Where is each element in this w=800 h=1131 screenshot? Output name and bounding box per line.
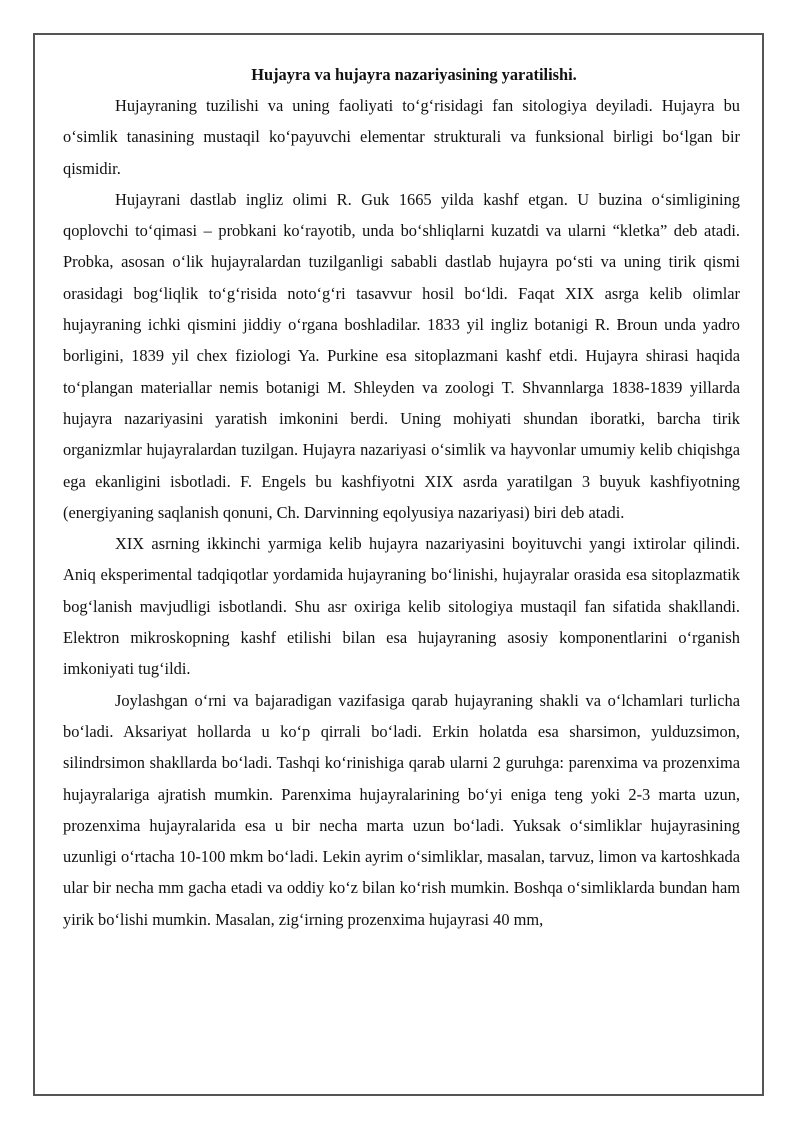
paragraph-history: Hujayrani dastlab ingliz olimi R. Guk 1665 yilda kashf etgan. U buzina o‘simligining qoplovchi to‘qimasi – probkani ko‘rayotib, unda bo‘shliqlarni kuzatdi va ularni “kletka” deb atadi. Probka, asosan o‘lik hujayralardan tuzilganligi sababli dastlab hujayra po‘sti va uning tirik qismi orasidagi bog‘liqlik to‘g‘risida noto‘g‘ri tasavvur hosil bo‘ldi. Faqat XIX asrga kelib olimlar hujayraning ichki qismini jiddiy o‘rgana boshladilar. 1833 yil ingliz botanigi R. Broun unda yadro borligini, 1839 yil chex fiziologi Ya. Purkine esa sitoplazmani kashf etdi. Hujayra shirasi haqida to‘plangan materiallar nemis botanigi M. Shleyden va zoologi T. Shvannlarga 1838-1839 yillarda hujayra nazariyasini yaratish imkonini berdi. Uning mohiyati shundan iboratki, barcha tirik organizmlar hujayralardan tuzilgan. Hujayra nazariyasi o‘simlik va hayvonlar umumiy kelib chiqishga ega ekanligini isbotladi. F. Engels bu kashfiyotni XIX asrda yaratilgan 3 buyuk kashfiyotning (energiyaning saqlanish qonuni, Ch. Darvinning eqolyusiya nazariyasi) biri deb atadi.: [63, 189, 740, 522]
paragraph-cell-shapes: Joylashgan o‘rni va bajaradigan vazifasiga qarab hujayraning shakli va o‘lchamlari turlicha bo‘ladi. Aksariyat hollarda u ko‘p qirrali bo‘ladi. Erkin holatda esa sharsimon, yulduzsimon, silindrsimon shakllarda bo‘ladi. Tashqi ko‘rinishiga qarab ularni 2 guruhga: parenxima va prozenxima hujayralariga ajratish mumkin. Parenxima hujayralarining bo‘yi eniga teng yoki 2-3 marta uzun, prozenxima hujayralarida esa u bir necha marta uzun bo‘ladi. Yuksak o‘simliklar hujayrasining uzunligi o‘rtacha 10-100 mkm bo‘ladi. Lekin ayrim o‘simliklar, masalan, tarvuz, limon va kartoshkada ular bir necha mm gacha etadi va oddiy ko‘z bilan ko‘rish mumkin. Boshqa o‘simliklarda bundan ham yirik bo‘lishi mumkin. Masalan, zig‘irning prozenxima hujayrasi 40 mm,: [63, 690, 740, 929]
document-title: Hujayra va hujayra nazariyasining yaratilishi.: [251, 65, 577, 84]
paragraph-intro: Hujayraning tuzilishi va uning faoliyati to‘g‘risidagi fan sitologiya deyiladi. Hujayra bu o‘simlik tanasining mustaqil ko‘payuvchi elementar strukturali va funksional birligi bo‘lgan bir qismidir.: [63, 96, 740, 178]
paragraph-19th-century: XIX asrning ikkinchi yarmiga kelib hujayra nazariyasini boyituvchi yangi ixtirolar qilindi. Aniq eksperimental tadqiqotlar yordamida hujayraning bo‘linishi, hujayralar orasida esa sitoplazmatik bog‘lanish mavjudligi isbotlandi. Shu asr oxiriga kelib sitologiya mustaqil fan sifatida shakllandi. Elektron mikroskopning kashf etilishi bilan esa hujayraning asosiy komponentlarini o‘rganish imkoniyati tug‘ildi.: [63, 534, 740, 679]
document-body: [63, 60, 740, 935]
